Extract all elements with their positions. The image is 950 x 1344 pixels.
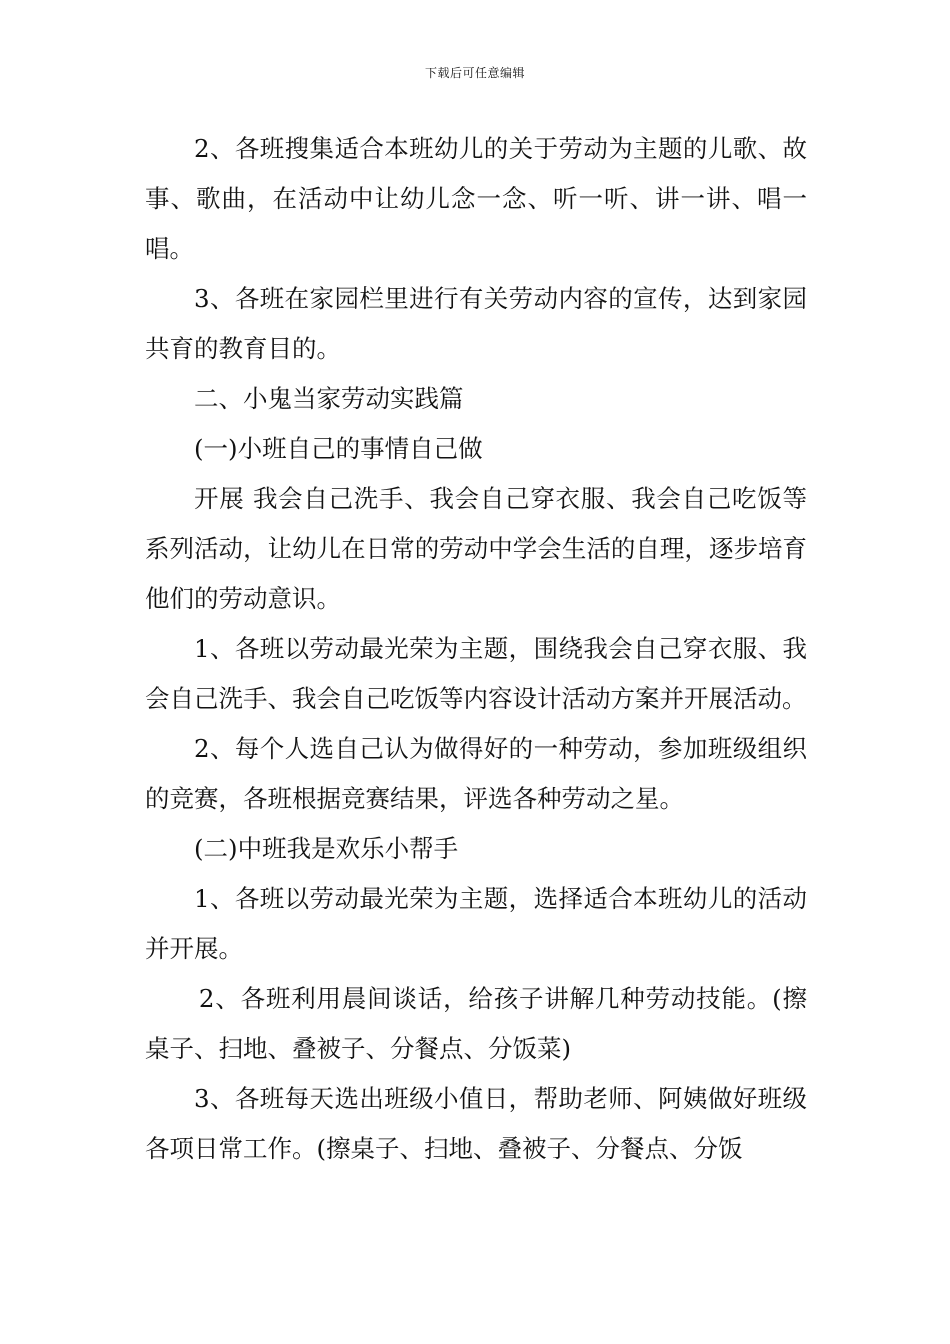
paragraph-1: 2、各班搜集适合本班幼儿的关于劳动为主题的儿歌、故事、歌曲，在活动中让幼儿念一念、听一听、讲一讲、唱一唱。 [145, 134, 807, 263]
document-body [145, 124, 807, 1174]
subsection-heading-2: (二)中班我是欢乐小帮手 [194, 834, 459, 863]
paragraph-7: 2、各班利用晨间谈话，给孩子讲解几种劳动技能。(擦桌子、扫地、叠被子、分餐点、分饭菜) [145, 984, 807, 1063]
paragraph-3: 开展 我会自己洗手、我会自己穿衣服、我会自己吃饭等系列活动，让幼儿在日常的劳动中学会生活的自理，逐步培育他们的劳动意识。 [145, 484, 807, 613]
paragraph-5: 2、每个人选自己认为做得好的一种劳动，参加班级组织的竞赛，各班根据竞赛结果，评选各种劳动之星。 [145, 734, 807, 813]
paragraph-4: 1、各班以劳动最光荣为主题，围绕我会自己穿衣服、我会自己洗手、我会自己吃饭等内容设计活动方案并开展活动。 [145, 634, 807, 713]
paragraph-6: 1、各班以劳动最光荣为主题，选择适合本班幼儿的活动并开展。 [145, 884, 807, 963]
page-header: 下载后可任意编辑 [424, 66, 525, 80]
paragraph-2: 3、各班在家园栏里进行有关劳动内容的宣传，达到家园共育的教育目的。 [145, 284, 807, 363]
section-heading-2: 二、小鬼当家劳动实践篇 [194, 384, 464, 413]
paragraph-8: 3、各班每天选出班级小值日，帮助老师、阿姨做好班级各项日常工作。(擦桌子、扫地、叠被子、分餐点、分饭 [145, 1084, 807, 1163]
subsection-heading-1: (一)小班自己的事情自己做 [194, 434, 483, 463]
